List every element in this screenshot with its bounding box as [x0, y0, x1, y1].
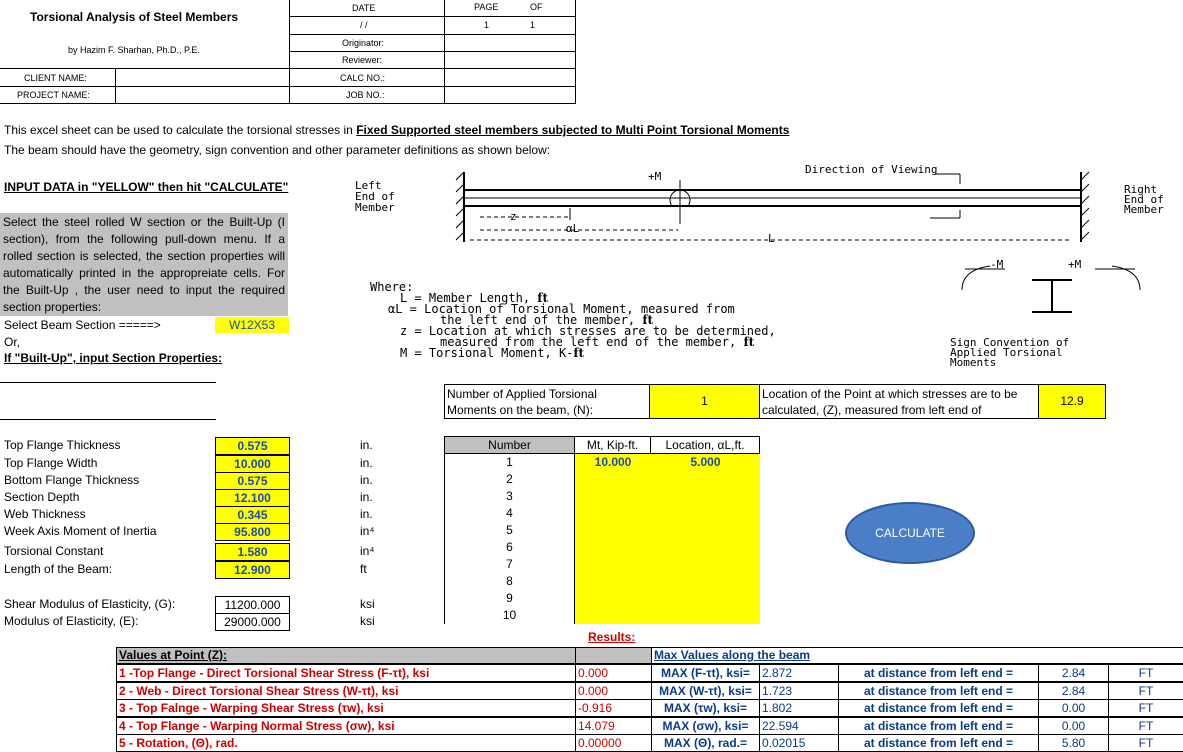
property-unit: in. [360, 490, 373, 504]
stress-point-label: Location of the Point at which stresses are to be calculated, (Z), measured from left end of [759, 384, 1039, 419]
moment-table-number-header: Number [444, 436, 575, 454]
intro-line-1: This excel sheet can be used to calculate the torsional stresses in Fixed Supported steel members subjected to Multi Point Torsional Moments [4, 123, 790, 137]
input-heading: INPUT DATA in "YELLOW" then hit "CALCULATE" [4, 180, 289, 194]
select-beam-label: Select Beam Section =====> [4, 318, 161, 332]
al-dimension-label: αL [566, 222, 580, 235]
moment-number: 5 [444, 522, 575, 539]
property-label: Top Flange Thickness [4, 438, 121, 452]
intro-line-2: The beam should have the geometry, sign convention and other parameter definitions as shown below: [4, 143, 551, 157]
property-label: Week Axis Moment of Inertia [4, 524, 157, 538]
result-max-value: 22.594 [759, 717, 839, 735]
moment-location-input[interactable] [651, 505, 760, 522]
date-label: DATE [352, 3, 376, 13]
result-max-label: MAX (W-τt), ksi= [651, 682, 760, 700]
property-value-input[interactable]: 10.000 [215, 455, 290, 473]
property-label: Torsional Constant [4, 544, 104, 558]
sign-plus-label: +M [1068, 258, 1082, 271]
project-name-label: PROJECT NAME: [17, 90, 90, 100]
result-unit: FT [1108, 734, 1183, 752]
calculate-button[interactable]: CALCULATE [845, 502, 975, 564]
result-value: 0.00000 [575, 734, 652, 752]
sheet-title: Torsional Analysis of Steel Members [30, 10, 239, 24]
result-unit: FT [1108, 664, 1183, 682]
result-label: 3 - Top Falnge - Warping Shear Stress (τw), ksi [116, 699, 576, 717]
result-max-label: MAX (τw), ksi= [651, 699, 760, 717]
property-value-input[interactable]: 0.575 [215, 437, 290, 455]
applied-moment-label: +M [648, 170, 662, 183]
result-unit: FT [1108, 682, 1183, 700]
originator-label: Originator: [342, 38, 385, 48]
result-value: 14.079 [575, 717, 652, 735]
modulus-value: 11200.000 [215, 596, 290, 614]
result-distance: 5.80 [1038, 734, 1109, 752]
result-distance-label: at distance from left end = [838, 664, 1039, 682]
result-unit: FT [1108, 699, 1183, 717]
page-value: 1 [484, 20, 490, 30]
moment-table-location-header: Location, αL,ft. [650, 436, 760, 454]
client-name-label: CLIENT NAME: [24, 73, 87, 83]
author-credit: by Hazim F. Sharhan, Ph.D., P.E. [68, 45, 200, 55]
moment-number: 6 [444, 539, 575, 556]
moment-location-input[interactable] [651, 471, 760, 488]
l-dimension-label: L [768, 232, 775, 245]
property-unit: in. [360, 507, 373, 521]
property-label: Web Thickness [4, 507, 86, 521]
instructions-box: Select the steel rolled W section or the Built-Up (I section), from the following pull-down menu. If a rolled section is selected, the section properties will automatically printed in the appropreiate cells. For the Built-Up , the user need to input the required section properties: [0, 213, 288, 316]
moment-location-input[interactable] [651, 590, 760, 607]
result-distance-label: at distance from left end = [838, 717, 1039, 735]
property-value-input[interactable]: 95.800 [215, 523, 290, 541]
moment-location-input[interactable] [651, 607, 760, 624]
moment-number: 9 [444, 590, 575, 607]
of-value: 1 [530, 20, 536, 30]
result-label: 5 - Rotation, (Θ), rad. [116, 734, 576, 752]
property-label: Length of the Beam: [4, 562, 113, 576]
beam-section-select[interactable]: W12X53 [215, 317, 289, 333]
moment-number: 3 [444, 488, 575, 505]
result-unit: FT [1108, 717, 1183, 735]
result-distance: 2.84 [1038, 664, 1109, 682]
moment-mt-input[interactable] [575, 522, 651, 539]
result-value: 0.000 [575, 664, 652, 682]
moment-mt-input[interactable] [575, 607, 651, 624]
property-value-input[interactable]: 1.580 [215, 543, 290, 561]
moment-mt-input[interactable]: 10.000 [575, 454, 651, 471]
moment-number: 1 [444, 454, 575, 471]
property-unit: in. [360, 438, 373, 452]
result-distance: 2.84 [1038, 682, 1109, 700]
max-values-heading: Max Values along the beam [651, 647, 1183, 664]
moment-location-input[interactable] [651, 522, 760, 539]
left-end-label: Left End of Member [355, 179, 395, 214]
moment-table-mt-header: Mt, Kip-ft. [574, 436, 651, 454]
result-max-value: 2.872 [759, 664, 839, 682]
moment-mt-input[interactable] [575, 488, 651, 505]
property-label: Section Depth [4, 490, 80, 504]
moment-number: 2 [444, 471, 575, 488]
result-distance: 0.00 [1038, 699, 1109, 717]
result-max-value: 1.723 [759, 682, 839, 700]
sign-convention-caption: Sign Convention of Applied Torsional Moments [950, 336, 1070, 369]
property-value-input[interactable]: 0.345 [215, 506, 290, 524]
moment-number: 4 [444, 505, 575, 522]
page-label: PAGE [474, 2, 499, 12]
result-distance-label: at distance from left end = [838, 699, 1039, 717]
date-value[interactable]: / / [360, 20, 368, 30]
job-no-label: JOB NO.: [346, 90, 385, 100]
moment-mt-input[interactable] [575, 539, 651, 556]
or-text: Or, [4, 335, 21, 349]
property-label: Bottom Flange Thickness [4, 473, 140, 487]
moment-mt-input[interactable] [575, 471, 651, 488]
definitions-block: Where: L = Member Length, ft αL = Location of Torsional Moment, measured from the left end of the member, ft z = Location at which stresses are to be determined, measured from the left end of the member, ft M = Torsional Moment, K-ft [370, 280, 776, 360]
moment-mt-input[interactable] [575, 573, 651, 590]
moment-mt-input[interactable] [575, 556, 651, 573]
moment-location-input[interactable] [651, 573, 760, 590]
sign-minus-label: -M [990, 258, 1004, 271]
stress-point-input[interactable]: 12.9 [1038, 384, 1106, 419]
moment-location-input[interactable] [651, 539, 760, 556]
moment-location-input[interactable]: 5.000 [651, 454, 760, 471]
result-distance-label: at distance from left end = [838, 682, 1039, 700]
result-distance-label: at distance from left end = [838, 734, 1039, 752]
point-values-heading: Values at Point (Z): [116, 647, 576, 664]
direction-of-viewing-label: Direction of Viewing [805, 163, 938, 176]
intro-highlight: Fixed Supported steel members subjected to Multi Point Torsional Moments [356, 123, 790, 137]
moment-number: 7 [444, 556, 575, 573]
calc-no-label: CALC NO.: [340, 73, 386, 83]
result-label: 2 - Web - Direct Torsional Shear Stress (W-τt), ksi [116, 682, 576, 700]
moments-count-input[interactable]: 1 [649, 384, 760, 419]
right-end-label: Right End of Member [1124, 183, 1164, 216]
result-label: 1 -Top Flange - Direct Torsional Shear Stress (F-τt), ksi [116, 664, 576, 682]
moments-count-label: Number of Applied Torsional Moments on the beam, (N): [444, 384, 650, 419]
moment-mt-input[interactable] [575, 505, 651, 522]
moment-location-input[interactable] [651, 488, 760, 505]
property-value-input[interactable]: 12.900 [215, 561, 290, 579]
modulus-label: Modulus of Elasticity, (E): [4, 614, 139, 628]
builtup-heading: If "Built-Up", input Section Properties: [4, 351, 223, 365]
modulus-label: Shear Modulus of Elasticity, (G): [4, 597, 176, 611]
property-unit: ft [360, 562, 367, 576]
modulus-unit: ksi [360, 597, 375, 611]
moment-number: 8 [444, 573, 575, 590]
modulus-value: 29000.000 [215, 613, 290, 631]
result-max-label: MAX (F-τt), ksi= [651, 664, 760, 682]
moment-mt-input[interactable] [575, 590, 651, 607]
property-value-input[interactable]: 12.100 [215, 489, 290, 507]
result-max-value: 0.02015 [759, 734, 839, 752]
result-value: -0.916 [575, 699, 652, 717]
results-heading: Results: [588, 630, 636, 644]
property-unit: in. [360, 456, 373, 470]
of-label: OF [530, 2, 543, 12]
result-max-label: MAX (σw), ksi= [651, 717, 760, 735]
property-unit: in. [360, 473, 373, 487]
result-max-label: MAX (Θ), rad.= [651, 734, 760, 752]
result-label: 4 - Top Flange - Warping Normal Stress (σw), ksi [116, 717, 576, 735]
result-distance: 0.00 [1038, 717, 1109, 735]
moment-number: 10 [444, 607, 575, 624]
property-unit: in⁴ [360, 524, 375, 538]
reviewer-label: Reviewer: [342, 55, 383, 65]
result-value: 0.000 [575, 682, 652, 700]
moment-location-input[interactable] [651, 556, 760, 573]
result-max-value: 1.802 [759, 699, 839, 717]
modulus-unit: ksi [360, 614, 375, 628]
property-label: Top Flange Width [4, 456, 98, 470]
property-value-input[interactable]: 0.575 [215, 472, 290, 490]
z-dimension-label: z [510, 210, 517, 223]
property-unit: in⁴ [360, 544, 375, 558]
